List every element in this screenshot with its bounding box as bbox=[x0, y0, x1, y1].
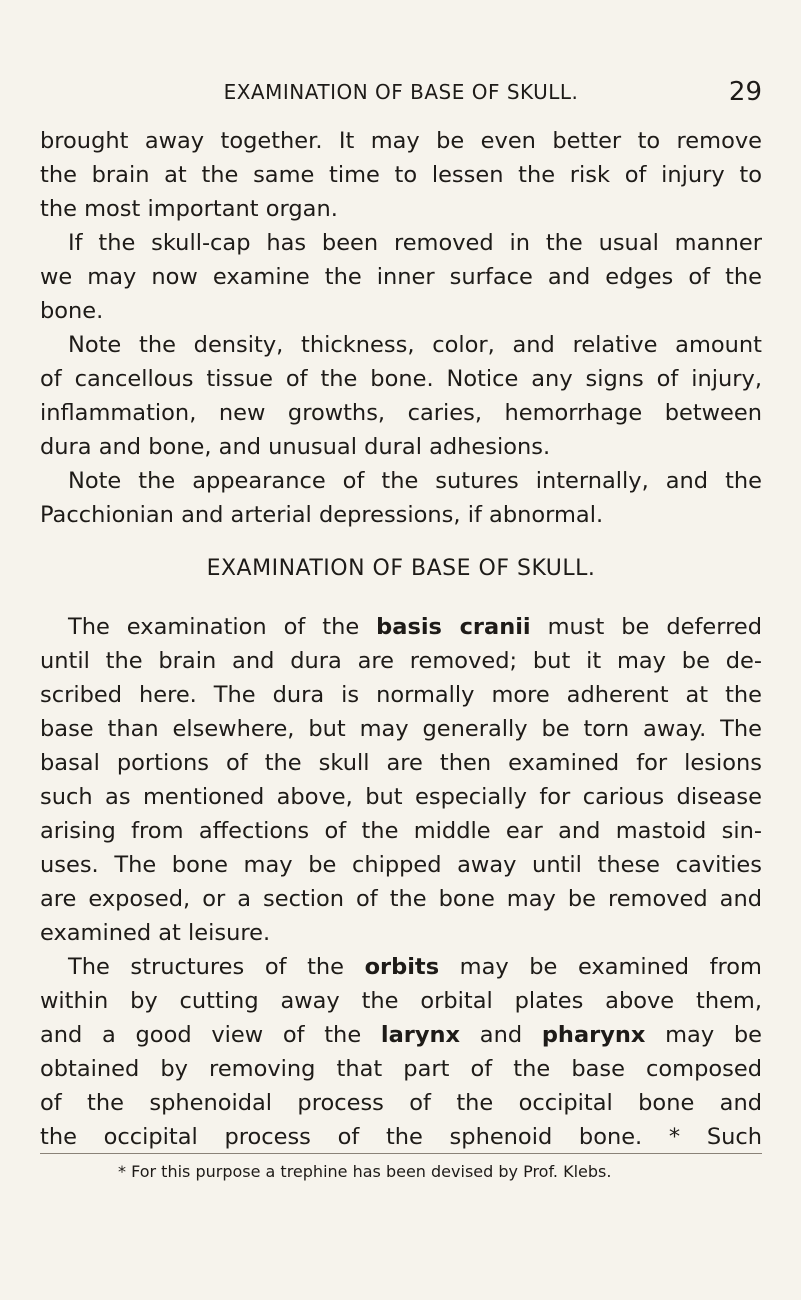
text-line bbox=[40, 950, 762, 984]
section-heading: EXAMINATION OF BASE OF SKULL. bbox=[206, 556, 596, 581]
term-orbits: orbits bbox=[364, 954, 440, 980]
text-line: bone. bbox=[40, 298, 104, 324]
text-line: until the brain and dura are removed; but it may be de- bbox=[40, 648, 762, 674]
text-line: examined at leisure. bbox=[40, 920, 271, 946]
text-run: The examination of the bbox=[68, 614, 377, 640]
footnote: * For this purpose a trephine has been devised by Prof. Klebs. bbox=[118, 1162, 612, 1181]
term-larynx: larynx bbox=[380, 1022, 461, 1048]
text-line: arising from affections of the middle ear and mastoid sin- bbox=[40, 818, 762, 844]
text-run: may be examined from bbox=[439, 954, 762, 980]
text-line: uses. The bone may be chipped away until these cavities bbox=[40, 852, 762, 878]
text-line: the most important organ. bbox=[40, 196, 338, 222]
text-line: the occipital process of the sphenoid bone. * Such bbox=[40, 1124, 762, 1150]
text-line: Pacchionian and arterial depressions, if abnormal. bbox=[40, 502, 604, 528]
body-text bbox=[40, 124, 762, 1154]
text-line: basal portions of the skull are then examined for lesions bbox=[40, 750, 762, 776]
term-pharynx: pharynx bbox=[541, 1022, 646, 1048]
text-line: Note the density, thickness, color, and relative amount bbox=[68, 332, 762, 358]
running-head bbox=[40, 76, 762, 108]
text-line: dura and bone, and unusual dural adhesions. bbox=[40, 434, 551, 460]
text-line: the brain at the same time to lessen the risk of injury to bbox=[40, 162, 762, 188]
text-line: of cancellous tissue of the bone. Notice any signs of injury, bbox=[40, 366, 762, 392]
text-line: Note the appearance of the sutures internally, and the bbox=[68, 468, 762, 494]
text-line: such as mentioned above, but especially for carious disease bbox=[40, 784, 762, 810]
term-basis-cranii: basis cranii bbox=[376, 614, 531, 640]
text-line: of the sphenoidal process of the occipital bone and bbox=[40, 1090, 762, 1116]
text-line: brought away together. It may be even better to remove bbox=[40, 128, 762, 154]
text-line bbox=[40, 610, 762, 644]
text-line: we may now examine the inner surface and edges of the bbox=[40, 264, 762, 290]
text-run: may be bbox=[645, 1022, 762, 1048]
text-run: and a good view of the bbox=[40, 1022, 381, 1048]
footnote-rule bbox=[40, 1153, 762, 1154]
text-line: are exposed, or a section of the bone may be removed and bbox=[40, 886, 762, 912]
text-run: must be deferred bbox=[530, 614, 762, 640]
text-line: inflammation, new growths, caries, hemorrhage between bbox=[40, 400, 762, 426]
text-line: If the skull-cap has been removed in the usual manner bbox=[68, 230, 762, 256]
text-run: and bbox=[460, 1022, 542, 1048]
page-number: 29 bbox=[728, 77, 762, 107]
text-line: obtained by removing that part of the base composed bbox=[40, 1056, 762, 1082]
text-run: The structures of the bbox=[68, 954, 365, 980]
text-line bbox=[40, 1018, 762, 1052]
text-line: scribed here. The dura is normally more adherent at the bbox=[40, 682, 762, 708]
text-line: base than elsewhere, but may generally be torn away. The bbox=[40, 716, 762, 742]
running-head-title: EXAMINATION OF BASE OF SKULL. bbox=[223, 80, 579, 104]
text-line: within by cutting away the orbital plates above them, bbox=[40, 988, 762, 1014]
